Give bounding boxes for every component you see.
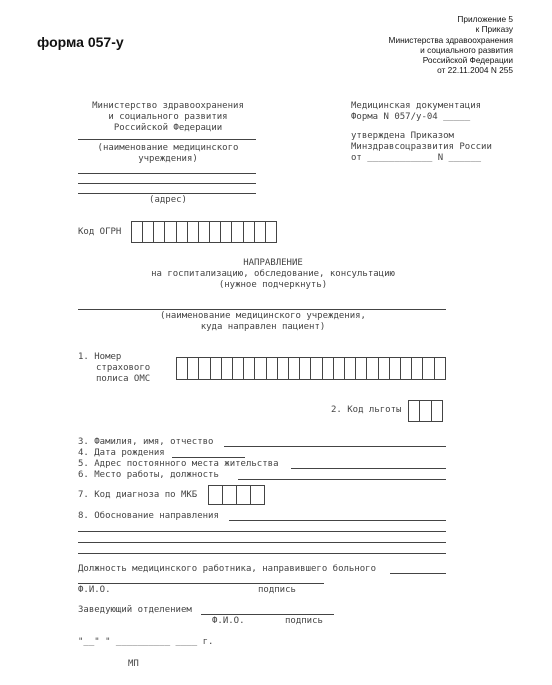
address-label: 5. Адрес постоянного места жительства [78,459,279,469]
doc-info-line: утверждена Приказом [351,131,454,141]
address-line[interactable] [78,173,256,174]
policy-label-line: страхового [96,363,151,373]
address-caption: (адрес) [149,195,187,205]
ogrn-boxes[interactable] [131,221,277,243]
icd-label: 7. Код диагноза по МКБ [78,490,198,500]
birthdate-label: 4. Дата рождения [78,448,165,458]
signature-line[interactable] [78,583,324,584]
reason-line[interactable] [78,531,446,532]
heading-subtitle: на госпитализацию, обследование, консультацию [151,269,395,279]
policy-label [78,352,150,385]
benefit-boxes[interactable] [408,400,443,422]
doc-info-line: Медицинская документация [351,101,482,111]
address-line[interactable] [78,193,256,194]
appendix-line: Российской Федерации [422,55,513,66]
caption-line: (наименование медицинского [97,143,239,153]
birthdate-field[interactable] [172,457,245,458]
ministry-line: и социального развития [108,112,228,122]
workplace-field[interactable] [238,479,446,480]
fio-caption: Ф.И.О. [78,585,111,595]
policy-label-line: 1. Номер [78,352,122,362]
fio-caption: Ф.И.О. [212,616,245,626]
signature-caption: подпись [258,585,296,595]
institution-caption [78,143,258,165]
fullname-label: 3. Фамилия, имя, отчество [78,437,214,447]
referral-heading [78,258,468,291]
policy-boxes[interactable] [176,357,446,380]
appendix-line: Министерства здравоохранения [388,34,513,45]
appendix-block [389,14,513,76]
ministry-block [78,101,258,134]
caption-line: (наименование медицинского учреждения, [160,311,366,321]
policy-label-line: полиса ОМС [96,374,151,384]
date-field[interactable]: "__" " __________ ____ г. [78,637,214,647]
ogrn-label: Код ОГРН [78,227,122,237]
form-title: форма 057-у [37,34,124,50]
position-field[interactable] [390,573,446,574]
reason-line[interactable] [78,553,446,554]
head-label: Заведующий отделением [78,605,192,615]
institution-name-line[interactable] [78,139,256,140]
appendix-line: от 22.11.2004 N 255 [437,65,513,76]
heading-title: НАПРАВЛЕНИЕ [243,258,303,268]
head-signature-line[interactable] [201,614,334,615]
doc-info-line: от ____________ N ______ [351,153,482,163]
caption-line: учреждения) [138,154,198,164]
ministry-line: Российской Федерации [113,123,223,133]
doc-info-line: Минздравсоцразвития России [351,142,492,152]
fullname-field[interactable] [224,446,446,447]
appendix-line: к Приказу [475,24,513,35]
stamp-label: МП [128,659,139,669]
appendix-line: и социального развития [420,44,513,55]
heading-note: (нужное подчеркнуть) [218,280,328,290]
doc-info-block [351,101,492,164]
ministry-line: Министерство здравоохранения [92,101,244,111]
caption-line: куда направлен пациент) [200,322,326,332]
target-caption [78,311,448,333]
residence-field[interactable] [291,468,446,469]
doc-info-line: Форма N 057/у-04 _____ [351,112,471,122]
icd-boxes[interactable] [208,485,265,505]
address-line[interactable] [78,183,256,184]
target-institution-line[interactable] [78,309,446,310]
appendix-line: Приложение 5 [457,14,513,24]
workplace-label: 6. Место работы, должность [78,470,219,480]
reason-line[interactable] [78,542,446,543]
signature-caption: подпись [285,616,323,626]
reason-label: 8. Обоснование направления [78,511,219,521]
benefit-label: 2. Код льготы [331,405,402,415]
position-label: Должность медицинского работника, направившего больного [78,564,377,574]
reason-field[interactable] [229,520,446,521]
